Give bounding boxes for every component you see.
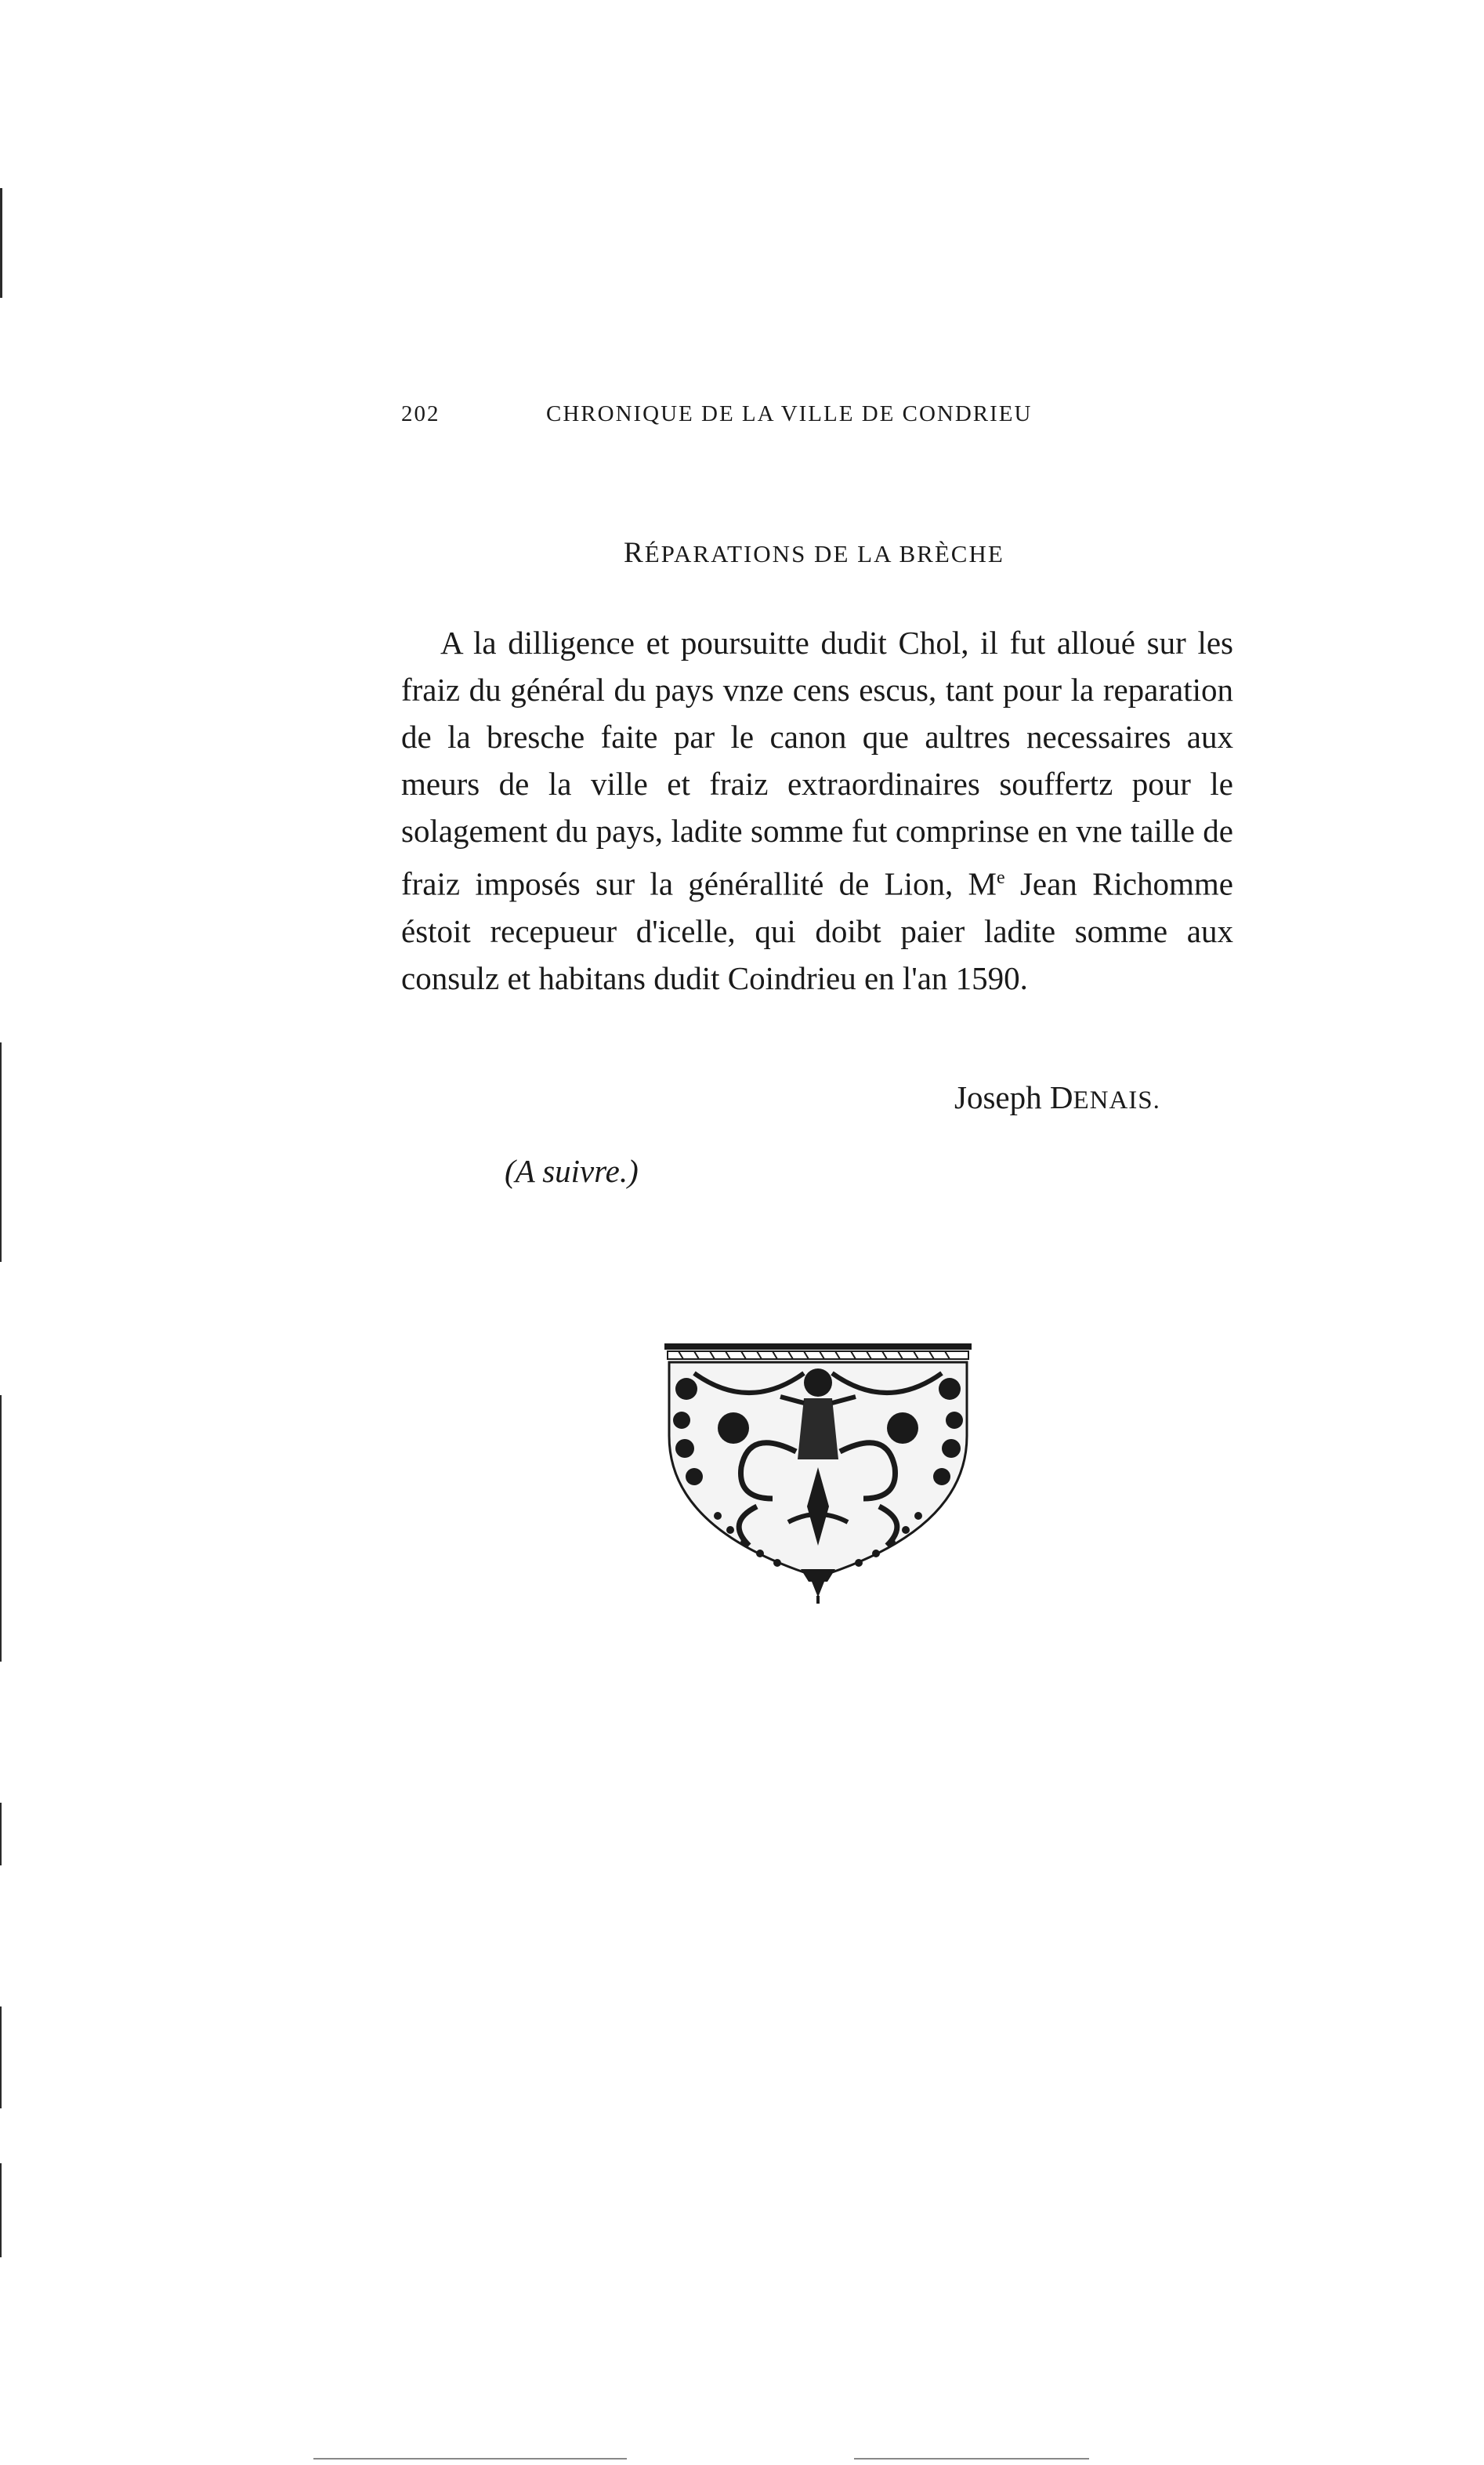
author-signature	[954, 1078, 1160, 1116]
superscript-e: e	[997, 868, 1005, 888]
to-be-continued: (A suivre.)	[505, 1153, 639, 1189]
scan-edge-mark	[0, 1395, 2, 1662]
author-surname-initial: D	[1049, 1079, 1073, 1115]
scan-edge-mark	[313, 2458, 627, 2460]
author-surname-rest: ENAIS.	[1073, 1086, 1160, 1115]
scan-edge-mark	[0, 2006, 2, 2108]
body-text	[401, 619, 1233, 1002]
paragraph-text-end: Jean Richomme éstoit recepueur d'icelle, qui doibt paier ladite somme aux consulz et habitans dudit Coindrieu en l'an 1590.	[401, 865, 1233, 996]
paragraph-text-start: A la dilligence et poursuitte dudit Chol, il fut alloué sur les fraiz du général du pays vnze cens escus, tant pour la reparation de la bresche faite par le canon que aultres necessaires aux meurs de la ville et fraiz extraordinaires souffertz pour le solagement du pays, ladite somme fut comprinse en vne taille de fraiz imposés sur la générallité de Lion, M	[401, 625, 1233, 902]
author-first-name: Joseph	[954, 1079, 1050, 1115]
section-title	[624, 536, 1004, 570]
scan-edge-mark	[0, 1042, 2, 1262]
scan-edge-mark	[0, 188, 2, 298]
scan-edge-mark	[854, 2458, 1089, 2460]
running-title: CHRONIQUE DE LA VILLE DE CONDRIEU	[546, 401, 1033, 426]
section-title-rest: ÉPARATIONS DE LA BRÈCHE	[644, 540, 1004, 567]
section-title-initial: R	[624, 537, 645, 569]
scan-edge-mark	[0, 1803, 2, 1865]
ornamental-tailpiece-icon	[663, 1342, 973, 1605]
page-number: 202	[401, 401, 440, 426]
body-paragraph	[401, 619, 1233, 1002]
running-head	[401, 401, 1091, 440]
scan-edge-mark	[0, 2163, 2, 2257]
